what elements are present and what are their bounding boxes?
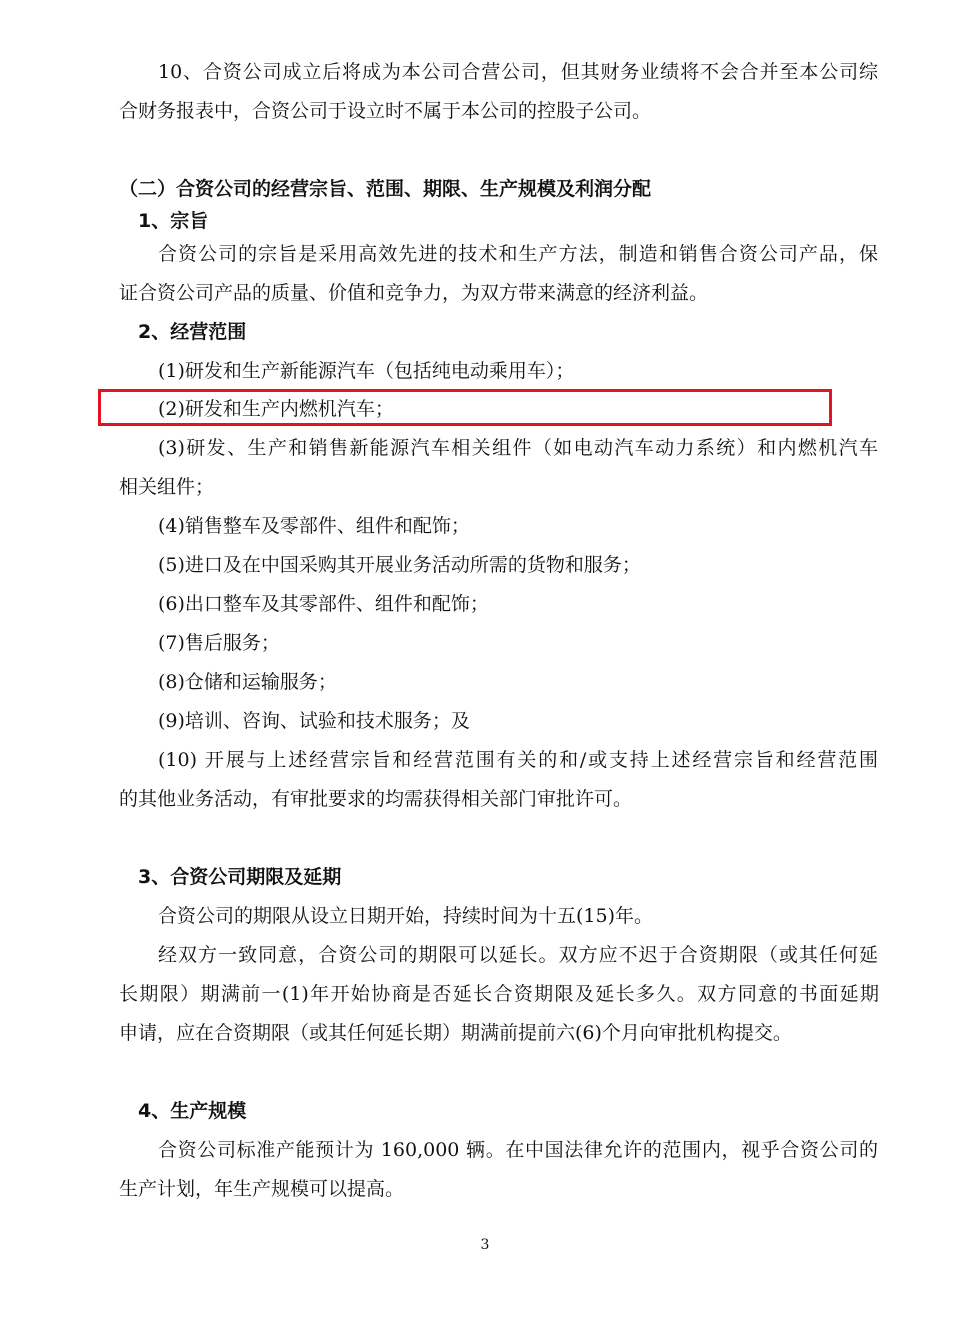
scale-line1: 合资公司标准产能预计为 160,000 辆。在中国法律允许的范围内，视乎合资公司的 bbox=[158, 1139, 878, 1161]
page-number: 3 bbox=[480, 1237, 490, 1253]
scope-item-1: (1)研发和生产新能源汽车（包括纯电动乘用车）； bbox=[158, 360, 575, 382]
scope-item-7: (7)售后服务； bbox=[158, 632, 280, 654]
scope-item-9: (9)培训、咨询、试验和技术服务；及 bbox=[158, 710, 470, 732]
scope-item-10-line1: (10) 开展与上述经营宗旨和经营范围有关的和/或支持上述经营宗旨和经营范围 bbox=[158, 749, 878, 771]
term-line3: 长期限）期满前一(1)年开始协商是否延长合资期限及延长多久。双方同意的书面延期 bbox=[119, 983, 879, 1005]
scope-item-3-line1: (3)研发、生产和销售新能源汽车相关组件（如电动汽车动力系统）和内燃机汽车 bbox=[158, 437, 878, 459]
scale-line2: 生产计划，年生产规模可以提高。 bbox=[119, 1178, 405, 1200]
scope-item-10-line2: 的其他业务活动，有审批要求的均需获得相关部门审批许可。 bbox=[119, 788, 633, 810]
term-heading: 3、合资公司期限及延期 bbox=[138, 866, 342, 888]
para10-line2: 合财务报表中，合资公司于设立时不属于本公司的控股子公司。 bbox=[119, 100, 652, 122]
scope-item-4: (4)销售整车及零部件、组件和配饰； bbox=[158, 515, 470, 537]
scope-item-2: (2)研发和生产内燃机汽车； bbox=[158, 398, 394, 420]
purpose-line1: 合资公司的宗旨是采用高效先进的技术和生产方法，制造和销售合资公司产品，保 bbox=[158, 243, 878, 265]
scope-item-6: (6)出口整车及其零部件、组件和配饰； bbox=[158, 593, 489, 615]
scope-item-8: (8)仓储和运输服务； bbox=[158, 671, 337, 693]
scope-item-5: (5)进口及在中国采购其开展业务活动所需的货物和服务； bbox=[158, 554, 641, 576]
term-line2: 经双方一致同意，合资公司的期限可以延长。双方应不迟于合资期限（或其任何延 bbox=[158, 944, 878, 966]
scale-heading: 4、生产规模 bbox=[138, 1100, 247, 1122]
term-line1: 合资公司的期限从设立日期开始，持续时间为十五(15)年。 bbox=[158, 905, 654, 927]
purpose-line2: 证合资公司产品的质量、价值和竞争力，为双方带来满意的经济利益。 bbox=[119, 282, 709, 304]
scope-heading: 2、经营范围 bbox=[138, 321, 247, 343]
para10-line1: 10、合资公司成立后将成为本公司合营公司，但其财务业绩将不会合并至本公司综 bbox=[158, 61, 878, 83]
section-heading: （二）合资公司的经营宗旨、范围、期限、生产规模及利润分配 bbox=[119, 178, 652, 200]
purpose-heading: 1、宗旨 bbox=[138, 210, 209, 232]
scope-item-3-line2: 相关组件； bbox=[119, 476, 215, 498]
term-line4: 申请，应在合资期限（或其任何延长期）期满前提前六(6)个月向审批机构提交。 bbox=[119, 1022, 792, 1044]
